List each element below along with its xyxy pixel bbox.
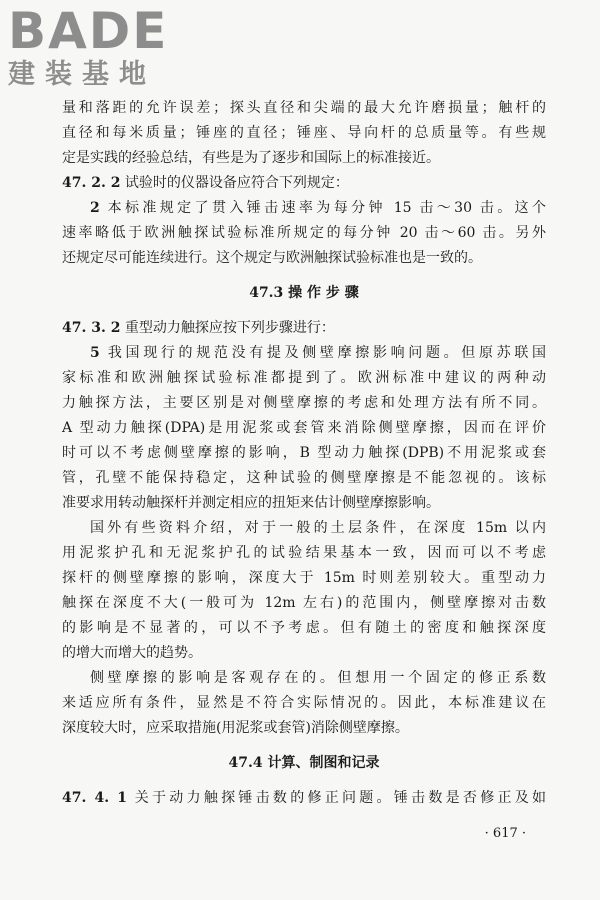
item-text: 本标准规定了贯入锤击速率为每分钟 15 击～30 击。这个 — [107, 200, 546, 216]
section-heading-47-4: 47.4 计算、制图和记录 — [228, 755, 380, 771]
text-line: 量和落距的允许误差；探头直径和尖端的最大允许磨损量；触杆的 — [62, 100, 546, 116]
clause-47-3-2 — [62, 316, 546, 341]
text-line: 侧壁摩擦的影响是客观存在的。但想用一个固定的修正系数 — [90, 670, 546, 686]
clause-number: 47. 4. 1 — [62, 790, 128, 806]
paragraph-1 — [62, 96, 546, 171]
clause-text: 试验时的仪器设备应符合下列规定： — [124, 175, 349, 191]
text-line: 力触探方法，主要区别是对侧壁摩擦的考虑和处理方法有所不同。 — [62, 395, 546, 411]
text-line: 时可以不考虑侧壁摩擦的影响，B 型动力触探(DPB)不用泥浆或套 — [62, 445, 546, 461]
page-number: · 617 · — [484, 826, 526, 841]
clause-text: 重型动力触探应按下列步骤进行： — [124, 320, 335, 336]
item-text: 我国现行的规范没有提及侧壁摩擦影响问题。但原苏联国 — [107, 345, 546, 361]
paragraph-3 — [62, 341, 546, 516]
text-line — [62, 196, 546, 221]
text-line: 准要求用转动触探杆并测定相应的扭矩来估计侧壁摩擦影响。 — [62, 495, 440, 511]
clause-47-2-2 — [62, 171, 546, 196]
bade-logo — [8, 2, 178, 90]
paragraph-5 — [62, 666, 546, 741]
text-line: 家标准和欧洲触探试验标准都提到了。欧洲标准中建议的两种动 — [62, 370, 546, 386]
text-line: 直径和每米质量；锤座的直径；锤座、导向杆的总质量等。有些规 — [62, 125, 546, 141]
logo-wordmark: BADE — [8, 2, 169, 60]
text-line: 的增大而增大的趋势。 — [62, 645, 202, 661]
text-line: 深度较大时，应采取措施(用泥浆或套管)消除侧壁摩擦。 — [62, 720, 409, 736]
clause-number: 47. 3. 2 — [62, 320, 121, 336]
clause-47-4-1 — [62, 786, 546, 811]
paragraph-4 — [62, 516, 546, 666]
text-line: 还规定尽可能连续进行。这个规定与欧洲触探试验标准也是一致的。 — [62, 250, 482, 266]
section-heading-47-3: 47.3 操 作 步 骤 — [249, 285, 359, 301]
item-number: 5 — [90, 345, 100, 361]
item-number: 2 — [90, 200, 100, 216]
document-page — [62, 96, 546, 811]
text-line — [62, 341, 546, 366]
text-line: A 型动力触探(DPA)是用泥浆或套管来消除侧壁摩擦，因而在评价 — [62, 420, 546, 436]
text-line: 的影响是不显著的，可以不予考虑。但有随土的密度和触探深度 — [62, 620, 546, 636]
text-line: 管，孔壁不能保持稳定，这种试验的侧壁摩擦是不能忽视的。该标 — [62, 470, 546, 486]
logo-subtitle: 建装基地 — [8, 59, 156, 90]
clause-text: 关于动力触探锤击数的修正问题。锤击数是否修正及如 — [134, 790, 547, 806]
text-line: 定是实践的经验总结，有些是为了逐步和国际上的标准接近。 — [62, 150, 440, 166]
text-line: 触探在深度不大(一般可为 12m 左右)的范围内，侧壁摩擦对击数 — [62, 595, 546, 611]
text-line: 速率略低于欧洲触探试验标准所规定的每分钟 20 击～60 击。另外 — [62, 225, 546, 241]
paragraph-2 — [62, 196, 546, 271]
text-line: 来适应所有条件，显然是不符合实际情况的。因此，本标准建议在 — [62, 695, 546, 711]
text-line: 探杆的侧壁摩擦的影响，深度大于 15m 时则差别较大。重型动力 — [62, 570, 546, 586]
text-line: 用泥浆护孔和无泥浆护孔的试验结果基本一致，因而可以不考虑 — [62, 545, 546, 561]
clause-number: 47. 2. 2 — [62, 175, 121, 191]
text-line: 国外有些资料介绍，对于一般的土层条件，在深度 15m 以内 — [90, 520, 546, 536]
